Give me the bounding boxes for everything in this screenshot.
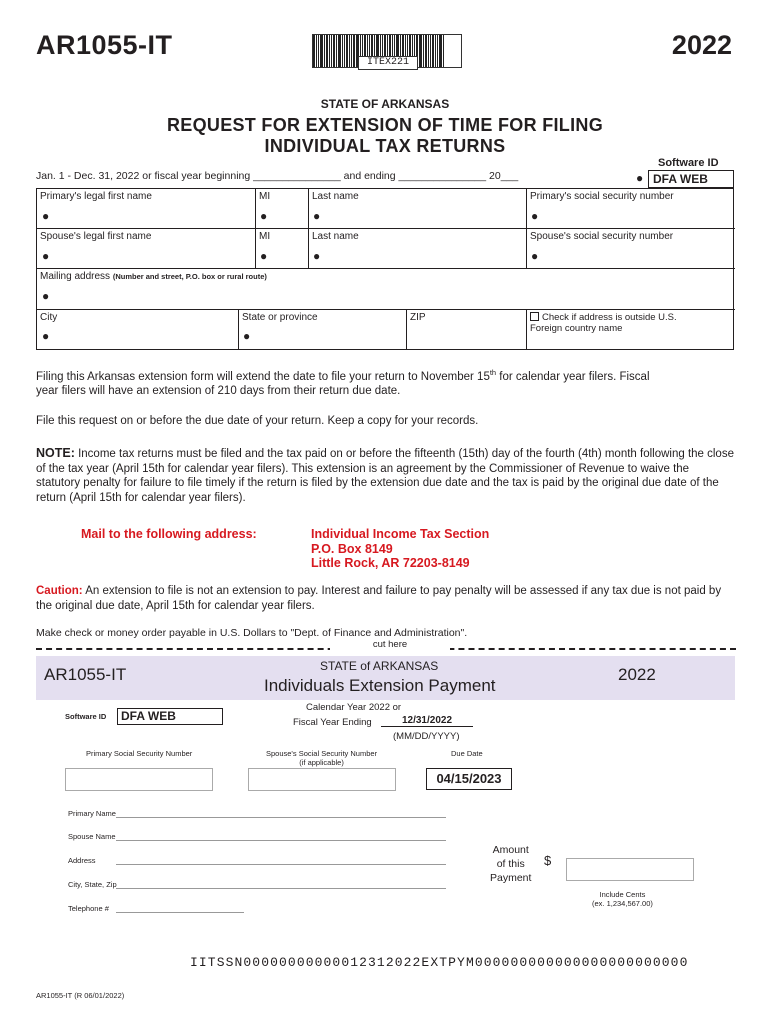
barcode-bar	[435, 35, 436, 67]
form-title-line2: INDIVIDUAL TAX RETURNS	[264, 136, 506, 156]
bullet-icon: ●	[42, 329, 50, 343]
taxpayer-info-grid	[36, 188, 734, 350]
barcode-bar	[428, 35, 429, 67]
field-label: MI	[259, 231, 271, 242]
bullet-icon: ●	[42, 249, 50, 263]
barcode-bar	[316, 35, 317, 67]
barcode-bar	[437, 35, 438, 67]
text: th	[489, 368, 497, 377]
field-hint: (Number and street, P.O. box or rural route)	[112, 272, 267, 281]
barcode-bar	[318, 35, 319, 67]
amount-label	[490, 843, 531, 885]
bullet-icon: ●	[313, 249, 321, 263]
mailing-address-field[interactable]	[37, 269, 735, 310]
voucher-title: Individuals Extension Payment	[264, 676, 496, 695]
primary-ssn-input[interactable]	[65, 768, 213, 791]
field-label: ZIP	[410, 312, 426, 323]
field-label: Primary's legal first name	[40, 191, 152, 202]
calendar-year-label: Calendar Year 2022 or	[306, 702, 402, 713]
outside-us-checkbox[interactable]	[530, 312, 539, 321]
barcode-bar	[430, 35, 431, 67]
mail-line: Individual Income Tax Section	[311, 527, 490, 541]
bullet-icon: ●	[531, 249, 539, 263]
barcode-bar	[432, 35, 434, 67]
fiscal-year-line[interactable]: Jan. 1 - Dec. 31, 2022 or fiscal year beginning _______________ and ending _______________ 20___	[36, 170, 519, 182]
foreign-address-field[interactable]	[527, 310, 735, 350]
barcode-bar	[333, 35, 335, 67]
state-field[interactable]	[239, 310, 407, 350]
voucher-year: 2022	[618, 665, 656, 684]
barcode-bar	[342, 35, 343, 67]
barcode-bar	[336, 35, 337, 67]
spouse-last-name-field[interactable]	[309, 229, 527, 269]
mail-line: Little Rock, AR 72203-8149	[311, 556, 470, 570]
text: for calendar year filers. Fiscal	[496, 370, 650, 383]
caution-paragraph	[36, 584, 736, 613]
city-field[interactable]	[37, 310, 239, 350]
text: Filing this Arkansas extension form will extend the date to file your return to November 15	[36, 370, 490, 383]
date-format-hint: (MM/DD/YYYY)	[393, 731, 460, 742]
footer-revision: AR1055-IT (R 06/01/2022)	[36, 991, 125, 1000]
mailing-address-block	[311, 527, 489, 571]
address-input[interactable]	[116, 855, 446, 865]
barcode-bar	[351, 35, 352, 67]
field-label: Primary's social security number	[530, 191, 674, 202]
address-label: Address	[68, 856, 96, 865]
form-id: AR1055-IT	[36, 30, 173, 60]
payable-instruction: Make check or money order payable in U.S. Dollars to "Dept. of Finance and Administration".	[36, 627, 468, 639]
note-text: Income tax returns must be filed and the tax paid on or before the fifteenth (15th) day of the fourth (4th) month following the close of the tax year (April 15th for calendar year filers). This extension is an agreement by the Commissioner of Revenue to waive the statutory penalty for failure to file timely if the return is filed by the extension due date and the tax is paid by the original due date of the return (April 15th for calendar year filers).	[36, 448, 734, 504]
text: (if applicable)	[299, 758, 344, 767]
field-label: MI	[259, 191, 271, 202]
text: year filers will have an extension of 210 days from their return due date.	[36, 385, 401, 398]
spouse-name-input[interactable]	[116, 831, 446, 841]
field-label: Last name	[312, 231, 359, 242]
barcode-bar	[331, 35, 332, 67]
text: Payment	[490, 872, 532, 884]
barcode-text: ITEX221	[358, 56, 418, 70]
software-id-label: Software ID	[658, 157, 719, 169]
bullet-icon: ●	[313, 209, 321, 223]
field-label: Spouse's social security number	[530, 231, 674, 242]
fiscal-year-ending-value[interactable]: 12/31/2022	[381, 715, 473, 727]
software-id-box: DFA WEB	[648, 170, 734, 188]
form-title-line1: REQUEST FOR EXTENSION OF TIME FOR FILING	[166, 115, 603, 135]
primary-ssn-field[interactable]	[527, 189, 735, 229]
text: of this	[496, 858, 525, 870]
primary-first-name-field[interactable]	[37, 189, 256, 229]
file-request-paragraph: File this request on or before the due date of your return. Keep a copy for your records.	[36, 415, 479, 427]
barcode-bar	[329, 35, 330, 67]
bullet-icon: ●	[243, 329, 251, 343]
scanline: IITSSN00000000000012312022EXTPYM000000000000000000000000	[190, 955, 689, 970]
field-label: Last name	[312, 191, 359, 202]
field-label: Check if address is outside U.S.	[542, 312, 677, 323]
bullet-icon: ●	[42, 289, 50, 303]
telephone-label: Telephone #	[68, 904, 109, 913]
state-heading: STATE OF ARKANSAS	[320, 97, 450, 111]
mail-line: P.O. Box 8149	[311, 541, 393, 556]
due-date-label: Due Date	[451, 749, 483, 758]
barcode-bar	[419, 35, 422, 67]
text: Amount	[492, 844, 529, 856]
cut-here-label: cut here	[330, 639, 450, 650]
due-date-box: 04/15/2023	[426, 768, 512, 790]
include-cents-hint	[592, 890, 653, 908]
caution-label: Caution:	[36, 585, 83, 597]
city-state-zip-label: City, State, Zip	[68, 880, 117, 889]
bullet-icon: ●	[42, 209, 50, 223]
barcode-bar	[313, 35, 315, 67]
primary-name-label: Primary Name	[68, 809, 116, 818]
spouse-ssn-label	[266, 749, 377, 767]
amount-input[interactable]	[566, 858, 694, 881]
barcode-bar	[346, 35, 348, 67]
voucher-form-id: AR1055-IT	[44, 665, 127, 684]
barcode-bar	[443, 35, 444, 67]
fiscal-year-ending-label: Fiscal Year Ending	[293, 717, 372, 728]
barcode-bar	[349, 35, 350, 67]
caution-text: An extension to file is not an extension to pay. Interest and failure to pay penalty will be assessed if any tax due is not paid by the original due date, April 15th for calendar year filers.	[36, 585, 722, 612]
spouse-ssn-field[interactable]	[527, 229, 735, 269]
barcode-bar	[344, 35, 345, 67]
barcode-bar	[423, 35, 424, 67]
barcode-bar	[324, 35, 325, 67]
primary-name-input[interactable]	[116, 808, 446, 818]
spouse-first-name-field[interactable]	[37, 229, 256, 269]
spouse-ssn-input[interactable]	[248, 768, 396, 791]
dollar-sign: $	[544, 853, 552, 868]
text: Include Cents	[599, 890, 646, 899]
voucher-software-box: DFA WEB	[117, 708, 223, 725]
barcode-bar	[425, 35, 427, 67]
field-label: Spouse's legal first name	[40, 231, 152, 242]
spouse-name-label: Spouse Name	[68, 832, 116, 841]
note-label: NOTE:	[36, 446, 75, 460]
tax-year: 2022	[671, 30, 732, 60]
voucher-state: STATE of ARKANSAS	[320, 659, 439, 673]
bullet-icon: ●	[260, 209, 268, 223]
primary-last-name-field[interactable]	[309, 189, 527, 229]
barcode-bar	[439, 35, 442, 67]
field-label: State or province	[242, 312, 318, 323]
extension-paragraph	[36, 366, 736, 399]
bullet-icon: ●	[260, 249, 268, 263]
note-paragraph	[36, 446, 736, 505]
field-label: Mailing address	[40, 271, 111, 282]
barcode-bar	[338, 35, 341, 67]
city-state-zip-input[interactable]	[116, 879, 446, 889]
mail-to-label: Mail to the following address:	[81, 527, 257, 541]
primary-ssn-label: Primary Social Security Number	[86, 749, 193, 758]
telephone-input[interactable]	[116, 903, 244, 913]
barcode-bar	[320, 35, 323, 67]
barcode-bar	[353, 35, 355, 67]
barcode-bar	[326, 35, 328, 67]
field-label: Foreign country name	[530, 323, 623, 334]
text: (ex. 1,234,567.00)	[592, 899, 653, 908]
bullet-icon: ●	[636, 171, 644, 185]
bullet-icon: ●	[531, 209, 539, 223]
text: Spouse's Social Security Number	[266, 749, 378, 758]
voucher-software-label: Software ID	[65, 712, 107, 721]
field-label: City	[40, 312, 58, 323]
zip-field[interactable]	[407, 310, 527, 350]
